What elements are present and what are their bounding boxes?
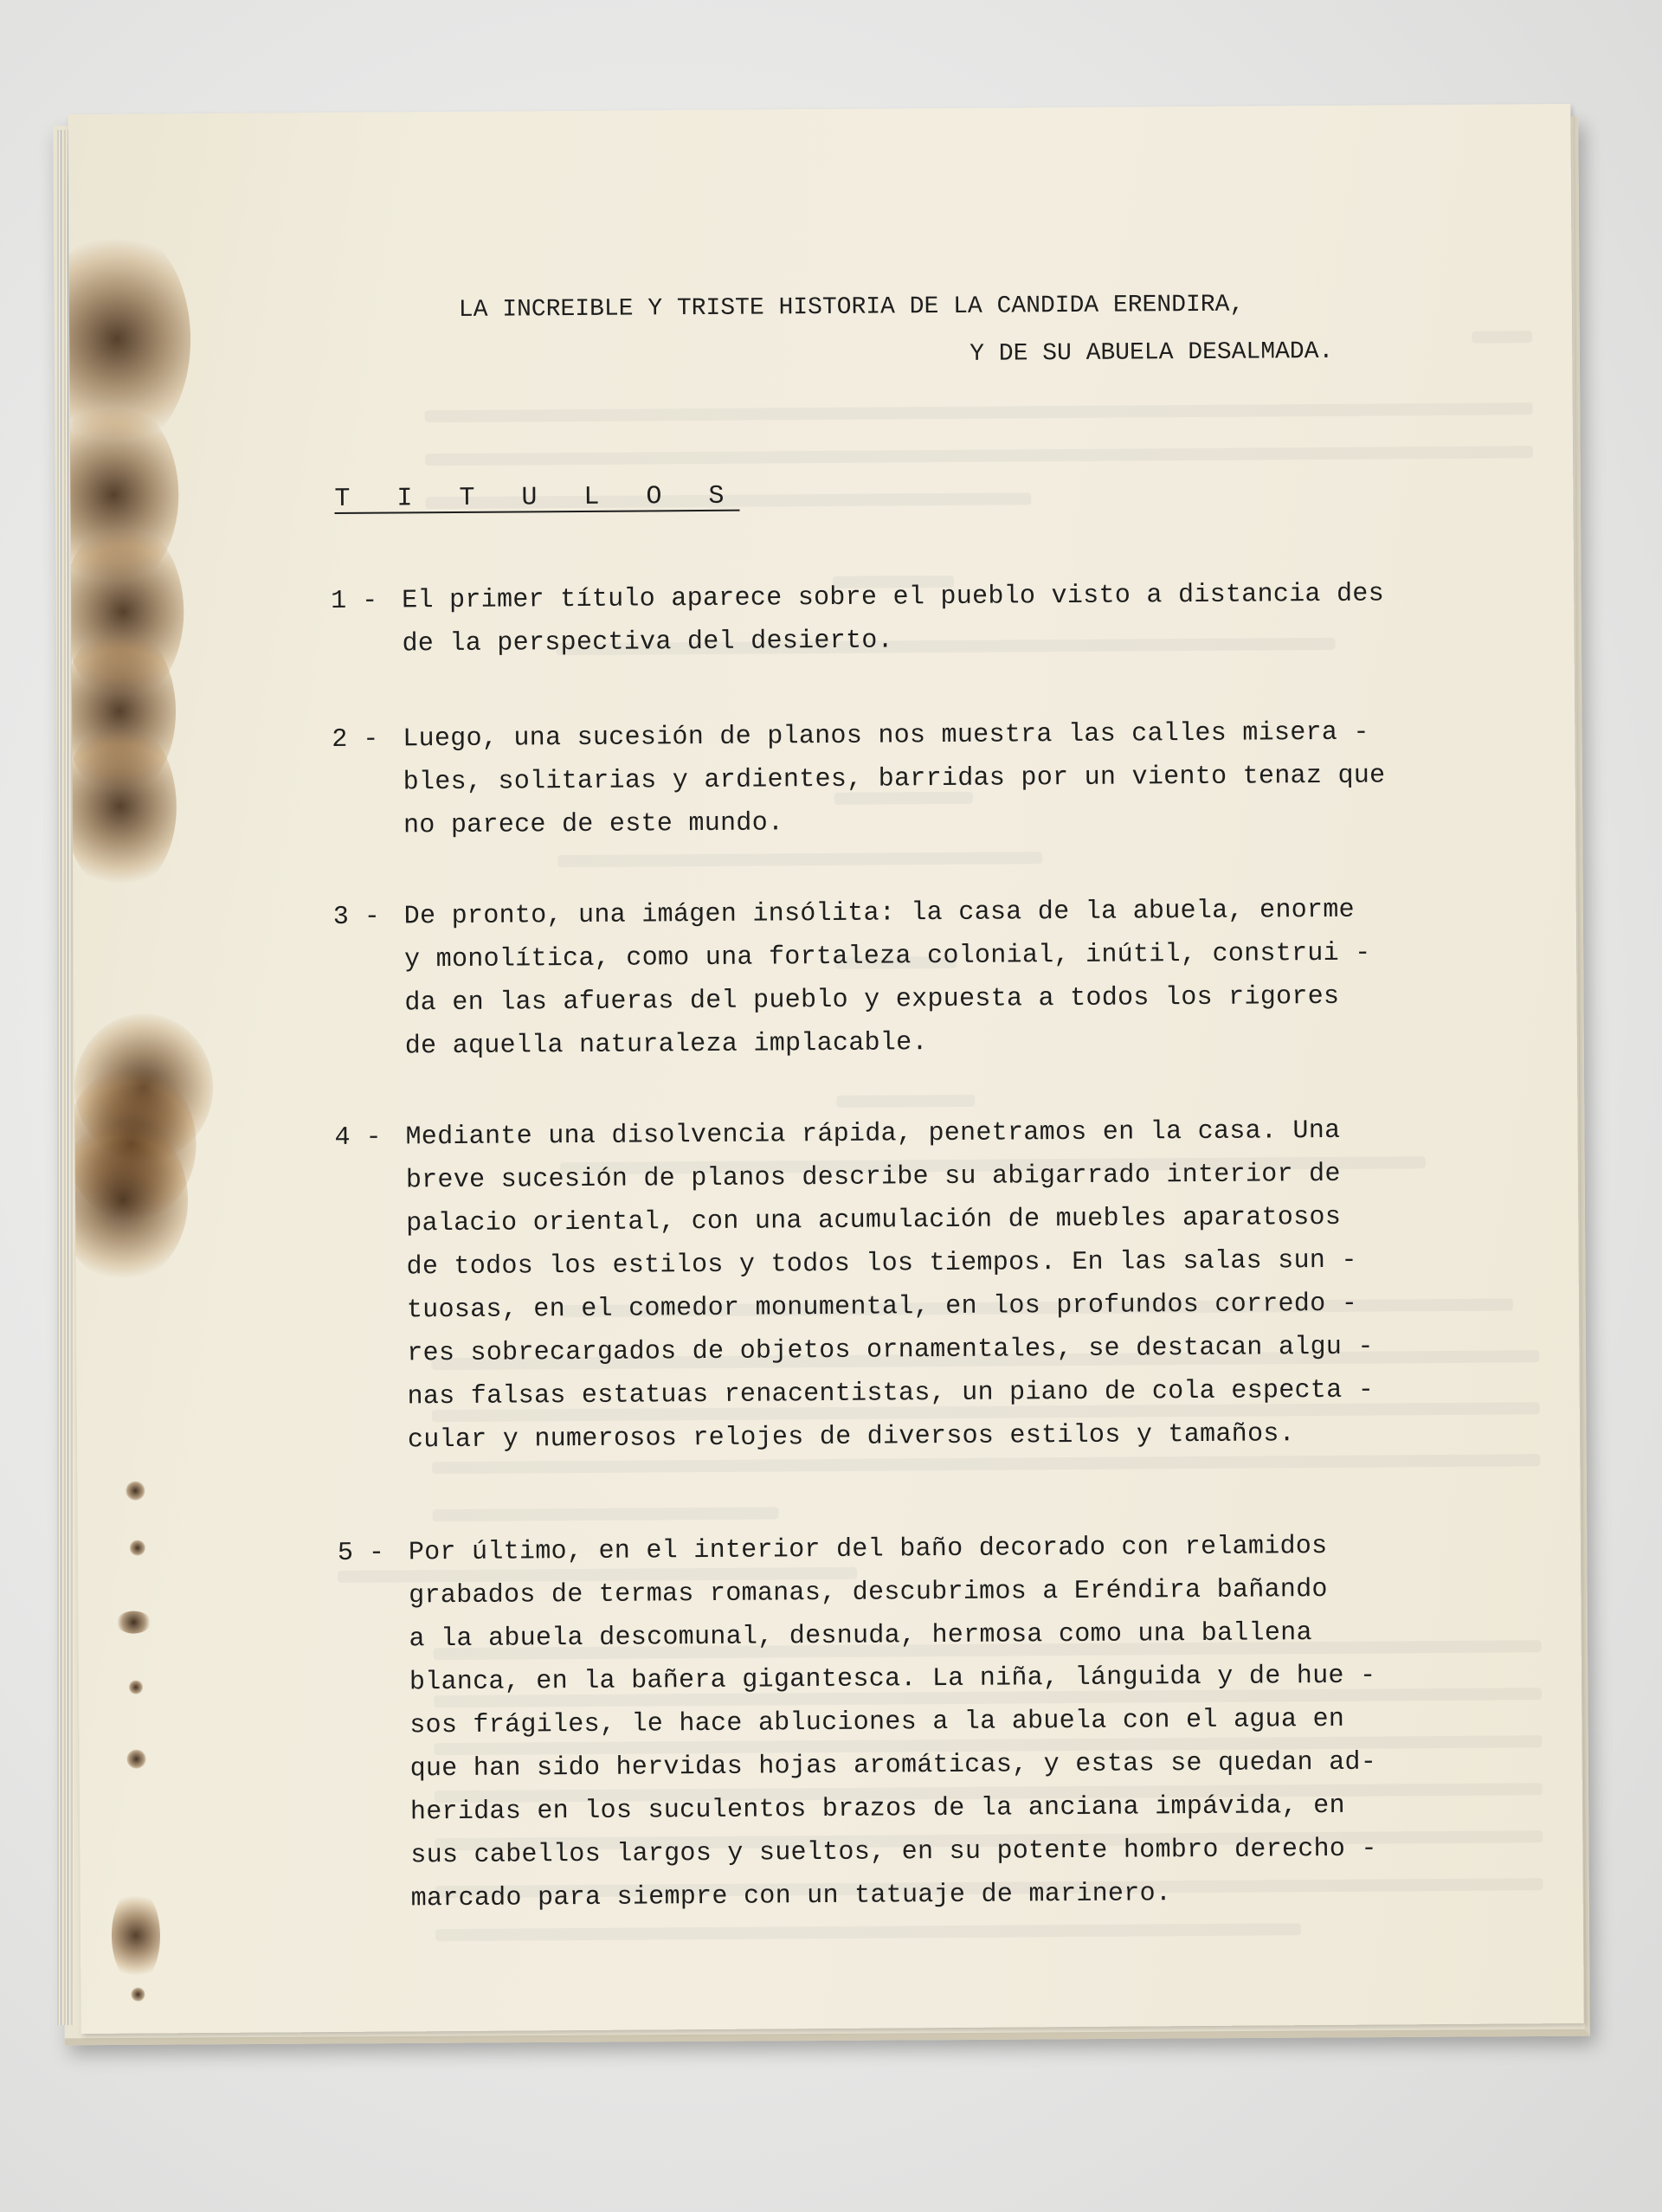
list-item [332,710,1509,841]
item-text-line: Por último, en el interior del baño decorado con relamidos [408,1531,1328,1568]
item-number: 3 - [332,902,380,932]
document-title-line-2: Y DE SU ABUELA DESALMADA. [970,338,1334,368]
list-item [331,571,1508,659]
item-text-line: palacio oriental, con una acumulación de muebles aparatosos [406,1202,1342,1239]
list-item [332,887,1511,1062]
item-number: 1 - [331,586,378,616]
burn-spot [126,1482,145,1501]
item-text-line: tuosas, en el comedor monumental, en los profundos corredo - [406,1289,1358,1326]
item-text-line: no parece de este mundo. [403,808,784,841]
burn-mark [112,1887,161,1983]
item-text-line: grabados de termas romanas, descubrimos a Eréndira bañando [409,1574,1328,1611]
section-heading: T I T U L O S [334,481,740,514]
item-text-line: blanca, en la bañera gigantesca. La niña, lánguida y de hue - [409,1661,1376,1698]
item-text-line: da en las afueras del pueblo y expuesta a todos los rigores [404,981,1340,1019]
item-text-line: de la perspectiva del desierto. [402,626,894,659]
item-text-line: res sobrecargados de objetos ornamentales, se destacan algu - [407,1332,1374,1369]
item-text-line: de aquella naturaleza implacable. [404,1028,928,1062]
item-text-line: bles, solitarias y ardientes, barridas por un viento tenaz que [403,761,1386,798]
item-text-line: cular y numerosos relojes de diversos estilos y tamaños. [407,1419,1296,1456]
burn-spot [129,1681,143,1694]
item-text-line: heridas en los suculentos brazos de la anciana impávida, en [409,1791,1345,1828]
list-item [334,1108,1511,1456]
item-text-line: marcado para siempre con un tatuaje de marinero. [410,1879,1172,1914]
item-number: 4 - [334,1122,382,1153]
document-title-line-1: LA INCREIBLE Y TRISTE HISTORIA DE LA CANDIDA ERENDIRA, [458,291,1245,324]
burn-spot [116,1611,151,1633]
burn-spot [130,1540,145,1556]
item-text-line: breve sucesión de planos describe su abigarrado interior de [405,1159,1341,1196]
item-number: 5 - [337,1538,385,1568]
burn-spot [126,1750,145,1769]
item-text-line: y monolítica, como una fortaleza colonial, inútil, construi - [403,938,1371,975]
item-text-line: a la abuela descomunal, desnuda, hermosa como una ballena [409,1618,1312,1655]
item-text-line: De pronto, una imágen insólita: la casa de la abuela, enorme [403,895,1356,932]
item-text-line: de todos los estilos y todos los tiempos. En las salas sun - [406,1245,1357,1283]
item-text-line: sus cabellos largos y sueltos, en su potente hombro derecho - [410,1834,1377,1871]
item-text-line: sos frágiles, le hace abluciones a la abuela con el agua en [409,1704,1345,1741]
item-text-line: El primer título aparece sobre el pueblo visto a distancia des [402,579,1385,616]
item-text-line: nas falsas estatuas renacentistas, un piano de cola especta - [407,1375,1375,1412]
item-number: 2 - [332,724,379,755]
item-text-line: Mediante una disolvencia rápida, penetramos en la casa. Una [405,1116,1341,1153]
item-text-line: que han sido hervidas hojas aromáticas, y estas se quedan ad- [409,1747,1377,1784]
burn-spot [131,1988,145,2002]
item-text-line: Luego, una sucesión de planos nos muestra las calles misera - [403,717,1369,755]
list-item [337,1523,1515,1914]
typed-page [68,104,1583,2034]
